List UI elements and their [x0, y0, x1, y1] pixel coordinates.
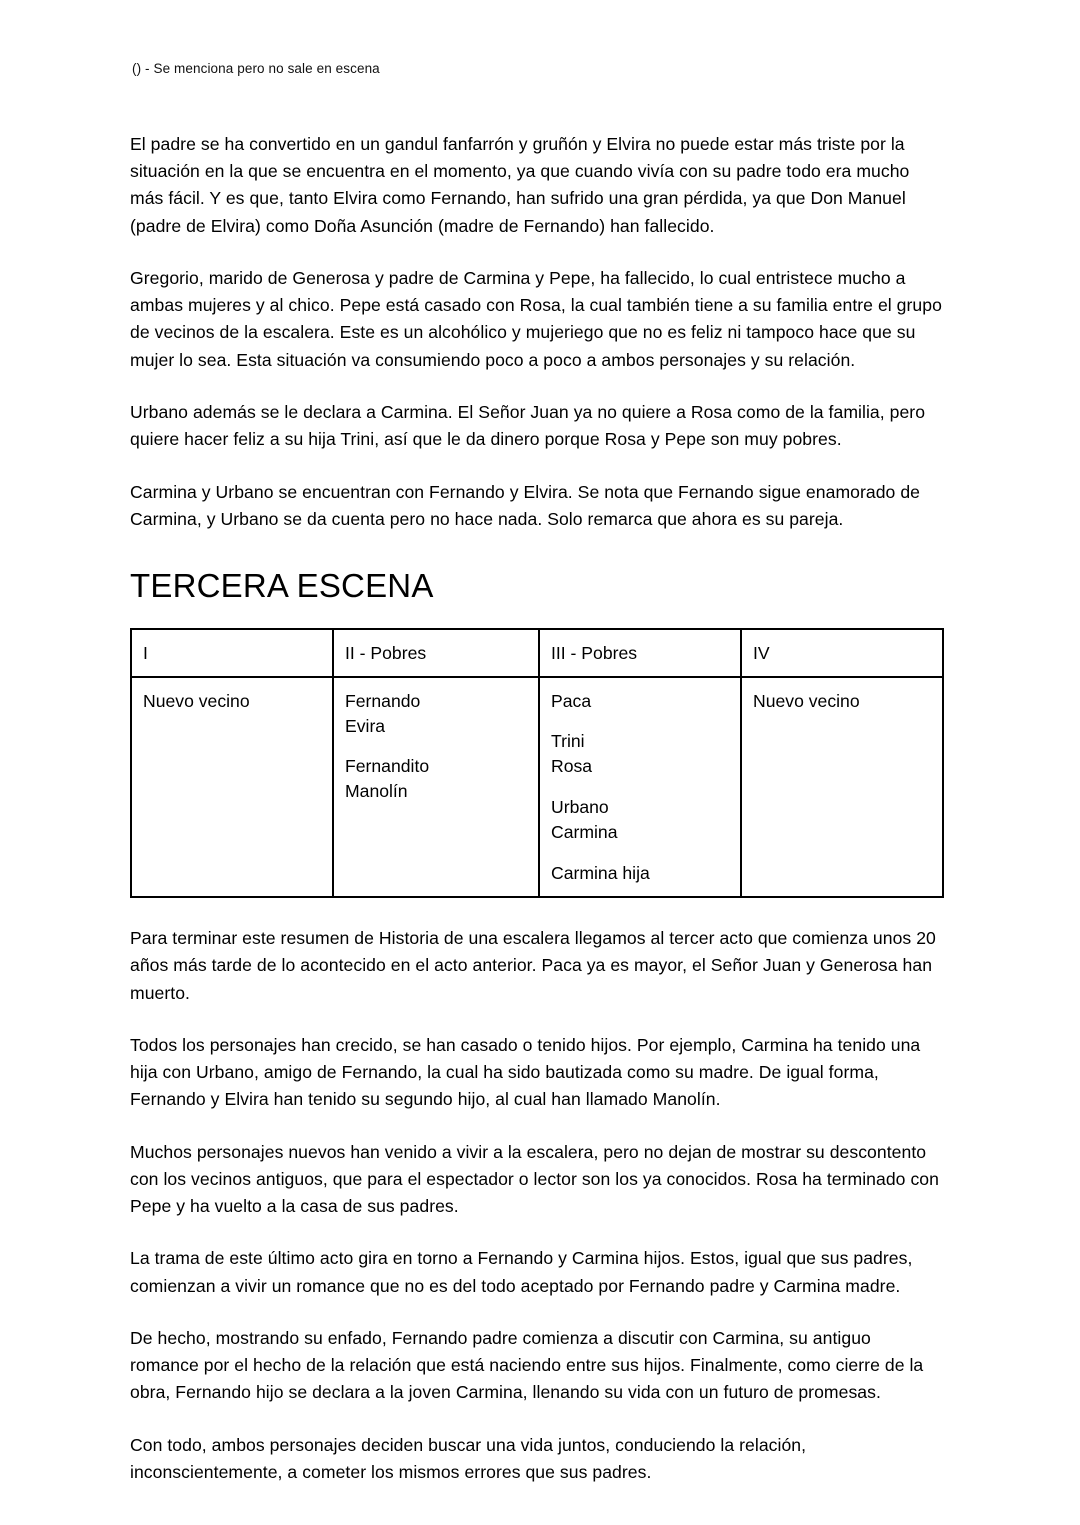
- cell-line: Nuevo vecino: [143, 690, 250, 711]
- cell-line: Nuevo vecino: [753, 690, 860, 711]
- intro-paragraphs: [130, 131, 942, 533]
- cell-line: Urbano: [551, 797, 609, 818]
- table-header-cell: IV: [741, 629, 943, 677]
- table-cell: [333, 677, 539, 897]
- paragraph: Muchos personajes nuevos han venido a vivir a la escalera, pero no dejan de mostrar su descontento con los vecinos antiguos, que para el espectador o lector son los ya conocidos. Rosa ha terminado con Pepe y ha vuelto a la casa de sus padres.: [130, 1141, 939, 1217]
- scene-characters-table: [130, 628, 944, 898]
- table-header-row: [131, 629, 943, 677]
- table-header-cell: III - Pobres: [539, 629, 741, 677]
- table-cell: [539, 677, 741, 897]
- table-cell: [131, 677, 333, 897]
- document-content: [130, 60, 942, 1486]
- cell-line-spacer: [551, 845, 729, 861]
- table-row: [131, 677, 943, 897]
- paragraph: La trama de este último acto gira en torno a Fernando y Carmina hijos. Estos, igual que sus padres, comienzan a vivir un romance que no es del todo aceptado por Fernando padre y Carmina madre.: [130, 1248, 913, 1296]
- legend-note: () - Se menciona pero no sale en escena: [132, 61, 380, 76]
- section-heading: TERCERA ESCENA: [130, 567, 434, 605]
- paragraph: De hecho, mostrando su enfado, Fernando padre comienza a discutir con Carmina, su antiguo romance por el hecho de la relación que está naciendo entre sus hijos. Finalmente, como cierre de la obra, Fernando hijo se declara a la joven Carmina, llenando su vida con un futuro de promesas.: [130, 1327, 924, 1403]
- paragraph: Con todo, ambos personajes deciden buscar una vida juntos, conduciendo la relación, inconscientemente, a cometer los mismos errores que sus padres.: [130, 1434, 807, 1483]
- paragraph: Gregorio, marido de Generosa y padre de Carmina y Pepe, ha fallecido, lo cual entristece mucho a ambas mujeres y al chico. Pepe está casado con Rosa, la cual también tiene a su familia entre el grupo de vecinos de la escalera. Este es un alcohólico y mujeriego que no es feliz ni tampoco hace que su mujer lo sea. Esta situación va consumiendo poco a poco a ambos personajes y su relación.: [130, 267, 942, 370]
- table-header-cell: II - Pobres: [333, 629, 539, 677]
- cell-line: Fernandito: [345, 756, 430, 777]
- cell-line: Carmina: [551, 822, 618, 843]
- cell-line-spacer: [345, 739, 527, 755]
- paragraph: El padre se ha convertido en un gandul fanfarrón y gruñón y Elvira no puede estar más triste por la situación en la que se encuentra en el momento, ya que cuando vivía con su padre todo era mucho más fácil. Y es que, tanto Elvira como Fernando, han sufrido una gran pérdida, ya que Don Manuel (padre de Elvira) como Doña Asunción (madre de Fernando) han fallecido.: [130, 133, 910, 236]
- cell-line-list: [143, 689, 321, 714]
- paragraph: Para terminar este resumen de Historia de una escalera llegamos al tercer acto que comienza unos 20 años más tarde de lo acontecido en el acto anterior. Paca ya es mayor, el Señor Juan y Generosa han muerto.: [130, 928, 936, 1003]
- table-header-cell: I: [131, 629, 333, 677]
- cell-line-spacer: [551, 779, 729, 795]
- cell-line-list: [753, 689, 931, 714]
- cell-line-list: [345, 689, 527, 805]
- paragraph: Carmina y Urbano se encuentran con Fernando y Elvira. Se nota que Fernando sigue enamorado de Carmina, y Urbano se da cuenta pero no hace nada. Solo remarca que ahora es su pareja.: [130, 481, 921, 529]
- cell-line: Fernando: [345, 690, 421, 711]
- cell-line-spacer: [551, 714, 729, 730]
- cell-line: Trini: [551, 731, 585, 752]
- paragraph: Todos los personajes han crecido, se han casado o tenido hijos. Por ejemplo, Carmina ha tenido una hija con Urbano, amigo de Fernando, la cual ha sido bautizada como su madre. De igual forma, Fernando y Elvira han tenido su segundo hijo, al cual han llamado Manolín.: [130, 1034, 921, 1110]
- cell-line: Rosa: [551, 756, 593, 777]
- cell-line: Evira: [345, 715, 386, 736]
- cell-line-list: [551, 689, 729, 886]
- paragraph: Urbano además se le declara a Carmina. El Señor Juan ya no quiere a Rosa como de la familia, pero quiere hacer feliz a su hija Trini, así que le da dinero porque Rosa y Pepe son muy pobres.: [130, 402, 926, 450]
- table-cell: [741, 677, 943, 897]
- cell-line: Carmina hija: [551, 863, 650, 884]
- cell-line: Paca: [551, 690, 592, 711]
- closing-paragraphs: [130, 925, 942, 1486]
- cell-line: Manolín: [345, 781, 408, 802]
